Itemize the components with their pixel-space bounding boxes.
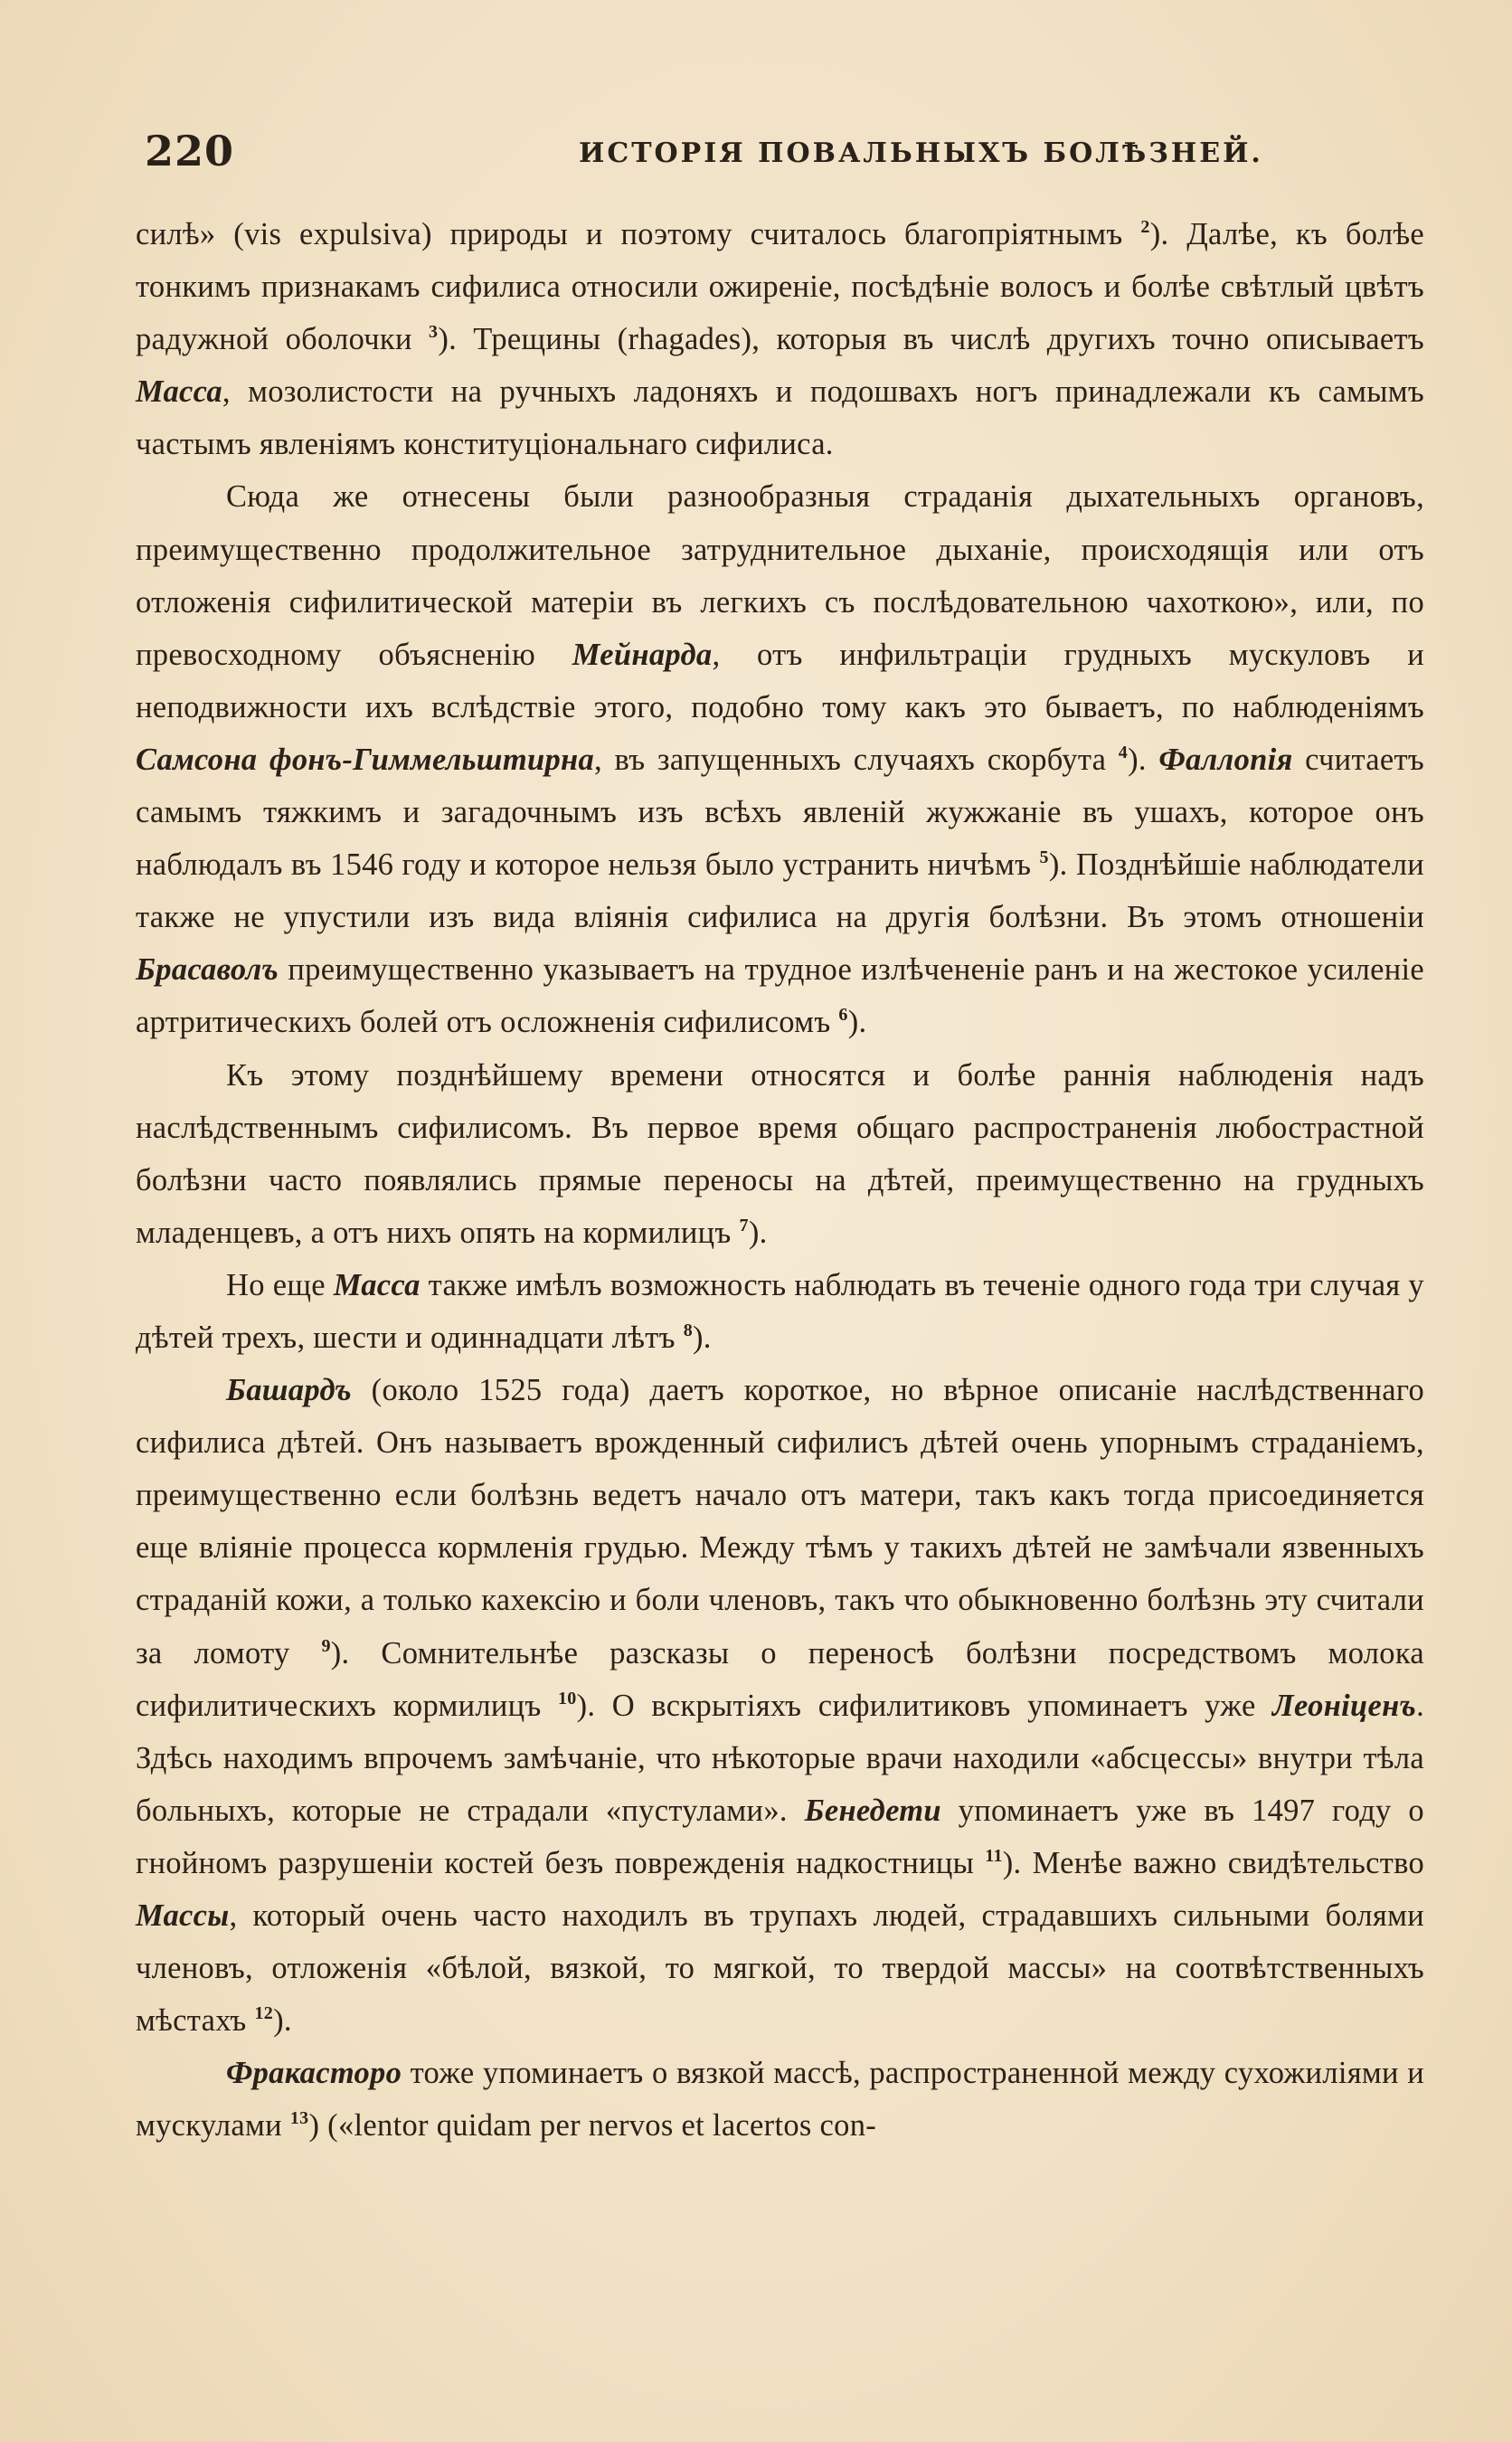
footnote-ref: 9 — [321, 1635, 331, 1656]
page-number: 220 — [145, 127, 235, 175]
text-run: , въ запущенныхъ случаяхъ скорбута — [594, 742, 1119, 777]
author-name: Фракасторо — [226, 2056, 402, 2091]
paragraph-2 — [136, 470, 1424, 1048]
footnote-ref: 7 — [739, 1215, 749, 1235]
footnote-ref: 13 — [289, 2108, 309, 2129]
author-name: Башардъ — [226, 1373, 352, 1408]
author-name: Леоніценъ — [1272, 1688, 1417, 1723]
footnote-ref: 8 — [683, 1320, 694, 1340]
text-run: . Здѣсь находимъ впрочемъ замѣчаніе, что нѣкоторые врачи находили «абсцессы» внутри тѣла больныхъ, которые не страдали «пустулами». — [136, 1688, 1424, 1828]
footnote-ref: 6 — [838, 1005, 848, 1026]
footnote-ref: 5 — [1039, 847, 1049, 868]
author-name: Фаллопія — [1158, 742, 1293, 777]
text-run: ). Менѣе важно свидѣтельство — [1002, 1845, 1424, 1880]
text-run: Сюда же отнесены были разнообразныя страданія дыхательныхъ органовъ, преимущественно продолжительное затруднительное дыханіе, происходящія или отъ отложенія сифилитической матеріи въ легкихъ съ послѣдовательною чахоткою», или, по превосходному объясненію — [136, 479, 1424, 672]
text-run: ). — [748, 1215, 768, 1250]
paragraph-1 — [136, 208, 1424, 470]
text-run: силѣ» (vis expulsiva) природы и поэтому считалось благопріятнымъ — [136, 217, 1141, 251]
author-name: Мейнарда — [572, 637, 713, 672]
text-run: ). Далѣе, къ болѣе тонкимъ признакамъ сифилиса относили ожиреніе, посѣдѣніе волосъ и болѣе свѣтлый цвѣтъ радужной оболочки — [136, 217, 1424, 357]
text-run: ) («lentor quidam per nervos et lacertos con- — [308, 2108, 877, 2144]
text-run: тоже упоминаетъ о вязкой массѣ, распространенной между сухожиліями и мускулами — [136, 2056, 1424, 2144]
footnote-ref: 11 — [985, 1845, 1003, 1866]
text-run: (около 1525 года) даетъ короткое, но вѣрное описаніе наслѣдственнаго сифилиса дѣтей. Онъ называетъ врожденный сифилисъ дѣтей очень упорнымъ страданіемъ, преимущественно если болѣзнь ведетъ начало отъ матери, такъ какъ тогда присоединяется еще вліяніе процесса кормленія грудью. Между тѣмъ у такихъ дѣтей не замѣчали язвенныхъ страданій кожи, а только кахексію и боли членовъ, такъ что обыкновенно болѣзнь эту считали за ломоту — [136, 1373, 1424, 1671]
text-run: считаетъ самымъ тяжкимъ и загадочнымъ изъ всѣхъ явленій жужжаніе въ ушахъ, которое онъ наблюдалъ въ 1546 году и которое нельзя было устранить ничѣмъ — [136, 742, 1424, 883]
text-run: Но еще — [226, 1267, 334, 1302]
text-run: ). Позднѣйшіе наблюдатели также не упустили изъ вида вліянія сифилиса на другія болѣзни. Въ этомъ отношеніи — [136, 847, 1424, 935]
text-run: , мозолистости на ручныхъ ладоняхъ и подошвахъ ногъ принадлежали къ самымъ частымъ явленіямъ конституціональнаго сифилиса. — [136, 374, 1424, 462]
paragraph-3 — [136, 1049, 1424, 1259]
author-name: Бенедети — [804, 1793, 941, 1828]
footnote-ref: 12 — [254, 2003, 274, 2024]
text-run: ). Сомнительнѣе разсказы о переносѣ болѣзни посредствомъ молока сифилитическихъ кормилицъ — [136, 1635, 1425, 1723]
text-run: ). — [1128, 742, 1159, 777]
text-run: , который очень часто находилъ въ трупахъ людей, страдавшихъ сильными болями членовъ, отложенія «бѣлой, вязкой, то мягкой, то твердой массы» на соотвѣтственныхъ мѣстахъ — [136, 1898, 1424, 2039]
text-run: ). — [693, 1320, 712, 1355]
body-text — [136, 208, 1424, 2152]
text-run: , отъ инфильтраціи грудныхъ мускуловъ и неподвижности ихъ вслѣдствіе этого, подобно тому какъ это бываетъ, по наблюденіямъ — [136, 637, 1424, 724]
text-run: преимущественно указываетъ на трудное излѣчененіе ранъ и на жестокое усиленіе артритическихъ болей отъ осложненія сифилисомъ — [136, 952, 1424, 1040]
author-name: Массы — [136, 1898, 230, 1933]
paragraph-5 — [136, 1364, 1424, 2047]
paragraph-6 — [136, 2047, 1424, 2152]
footnote-ref: 4 — [1118, 742, 1129, 762]
text-run: Къ этому позднѣйшему времени относятся и болѣе раннія наблюденія надъ наслѣдственнымъ сифилисомъ. Въ первое время общаго распространенія любострастной болѣзни часто появлялись прямые переносы на дѣтей, преимущественно на грудныхъ младенцевъ, а отъ нихъ опять на кормилицъ — [136, 1057, 1424, 1250]
running-title: ИСТОРІЯ ПОВАЛЬНЫХЪ БОЛѢЗНЕЙ. — [579, 137, 1263, 169]
footnote-ref: 10 — [558, 1688, 577, 1708]
text-run: ). — [847, 1005, 867, 1040]
text-run: ). О вскрытіяхъ сифилитиковъ упоминаетъ уже — [576, 1688, 1273, 1723]
footnote-ref: 3 — [429, 322, 439, 343]
footnote-ref: 2 — [1140, 217, 1150, 237]
author-name: Самсона фонъ-Гиммельштирна — [136, 742, 595, 777]
paragraph-4 — [136, 1259, 1424, 1364]
author-name: Брасаволъ — [136, 952, 279, 988]
text-run: ). Трещины (rhagades), которыя въ числѣ другихъ точно описываетъ — [438, 322, 1424, 357]
text-run: ). — [273, 2003, 292, 2039]
page-header — [145, 127, 1411, 181]
author-name: Масса — [333, 1267, 421, 1302]
author-name: Масса — [136, 374, 222, 410]
text-run: упоминаетъ уже въ 1497 году о гнойномъ разрушеніи костей безъ поврежденія надкостницы — [136, 1793, 1424, 1880]
text-run: также имѣлъ возможность наблюдать въ теченіе одного года три случая у дѣтей трехъ, шести и одиннадцати лѣтъ — [136, 1267, 1424, 1355]
